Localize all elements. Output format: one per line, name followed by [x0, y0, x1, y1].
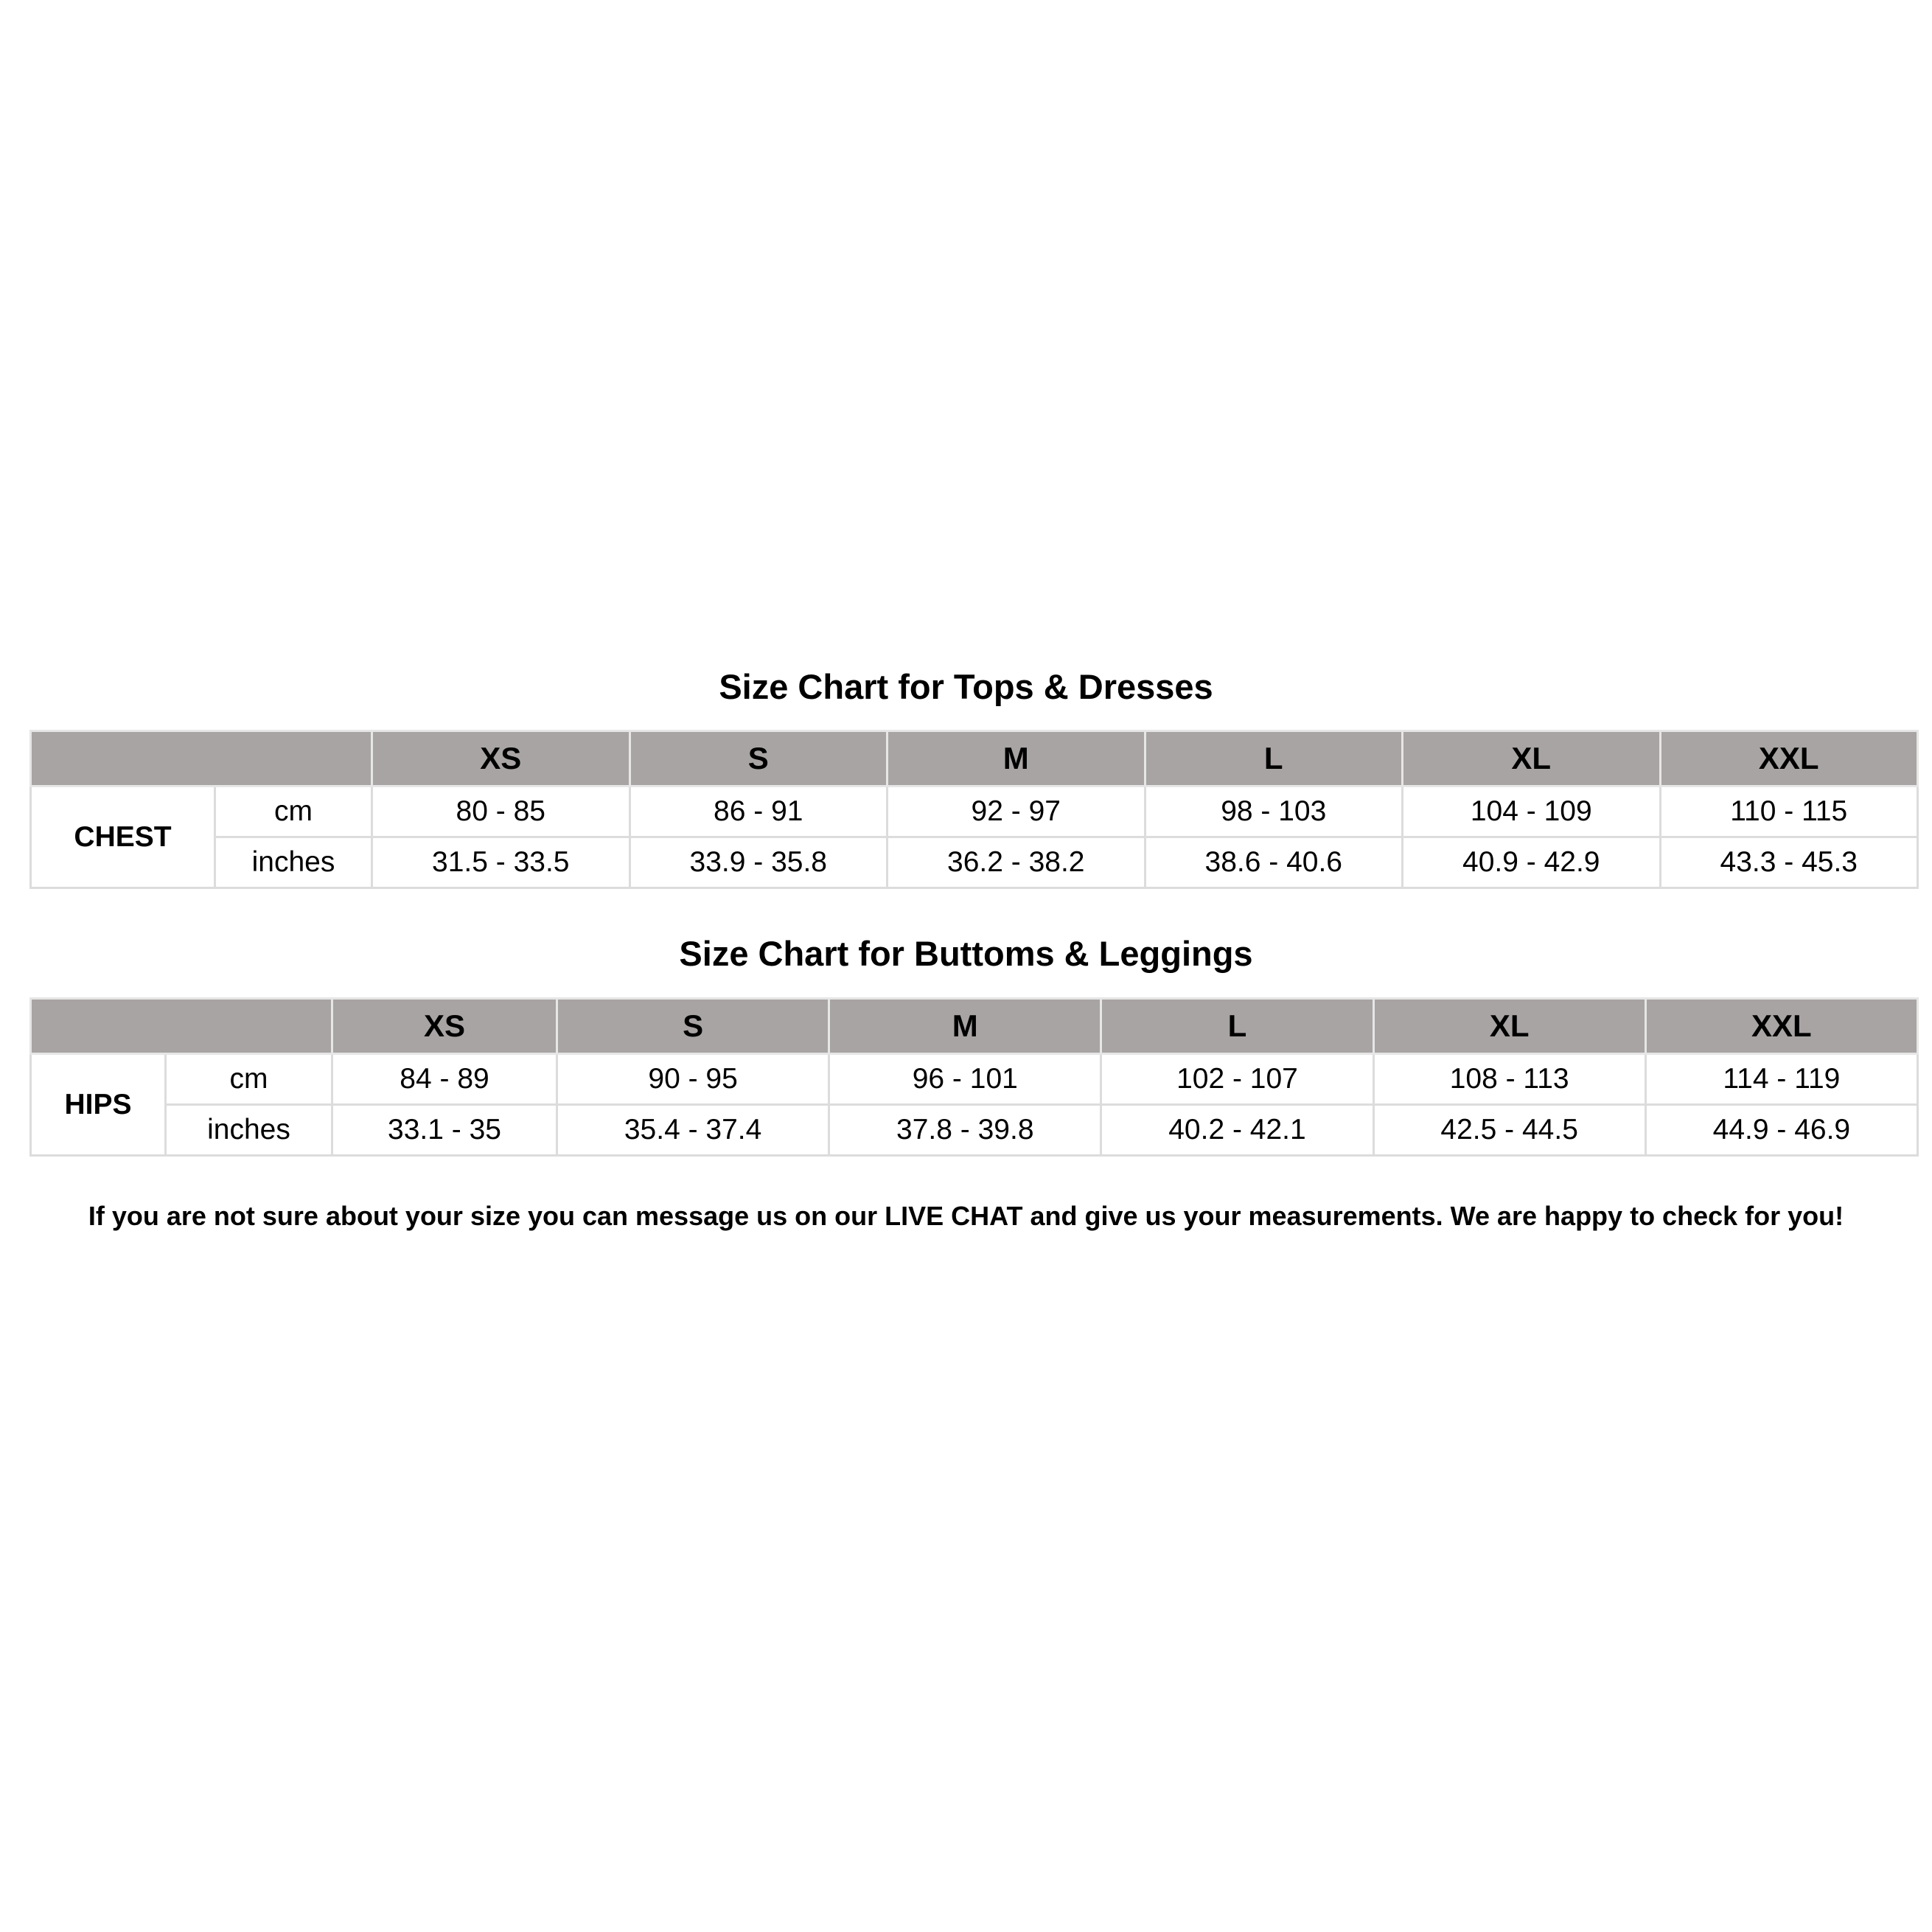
table-cell: 38.6 - 40.6 — [1145, 837, 1403, 888]
table-cell: 98 - 103 — [1145, 787, 1403, 837]
tops-header-row — [31, 731, 1918, 787]
tops-unit-cm: cm — [215, 787, 372, 837]
bottoms-unit-cm: cm — [166, 1054, 332, 1105]
table-cell: 33.1 - 35 — [332, 1105, 557, 1156]
tops-size-m: M — [887, 731, 1145, 787]
table-cell: 43.3 - 45.3 — [1660, 837, 1918, 888]
tops-size-l: L — [1145, 731, 1403, 787]
table-cell: 90 - 95 — [557, 1054, 829, 1105]
table-cell: 102 - 107 — [1101, 1054, 1373, 1105]
bottoms-size-xxl: XXL — [1645, 999, 1917, 1054]
tops-measure-label: CHEST — [31, 787, 215, 888]
tops-unit-inches: inches — [215, 837, 372, 888]
table-cell: 86 - 91 — [630, 787, 887, 837]
bottoms-size-s: S — [557, 999, 829, 1054]
table-cell: 37.8 - 39.8 — [829, 1105, 1101, 1156]
table-cell: 33.9 - 35.8 — [630, 837, 887, 888]
tops-size-table — [29, 730, 1919, 889]
table-cell: 40.9 - 42.9 — [1403, 837, 1661, 888]
tops-size-xxl: XXL — [1660, 731, 1918, 787]
tops-size-s: S — [630, 731, 887, 787]
table-cell: 110 - 115 — [1660, 787, 1918, 837]
table-cell: 36.2 - 38.2 — [887, 837, 1145, 888]
bottoms-measure-label: HIPS — [31, 1054, 166, 1156]
tops-size-xs: XS — [372, 731, 630, 787]
table-cell: 40.2 - 42.1 — [1101, 1105, 1373, 1156]
bottoms-header-blank — [31, 999, 332, 1054]
tops-chart-title: Size Chart for Tops & Dresses — [719, 667, 1213, 706]
bottoms-size-m: M — [829, 999, 1101, 1054]
tops-size-xl: XL — [1403, 731, 1661, 787]
bottoms-size-table — [29, 997, 1919, 1157]
tops-header-blank — [31, 731, 372, 787]
tops-row-inches — [31, 837, 1918, 888]
bottoms-row-inches — [31, 1105, 1918, 1156]
bottoms-size-xl: XL — [1373, 999, 1645, 1054]
table-cell: 44.9 - 46.9 — [1645, 1105, 1917, 1156]
table-cell: 108 - 113 — [1373, 1054, 1645, 1105]
bottoms-chart-title: Size Chart for Buttoms & Leggings — [679, 934, 1253, 973]
table-cell: 35.4 - 37.4 — [557, 1105, 829, 1156]
table-cell: 84 - 89 — [332, 1054, 557, 1105]
bottoms-size-xs: XS — [332, 999, 557, 1054]
bottoms-row-cm — [31, 1054, 1918, 1105]
bottoms-header-row — [31, 999, 1918, 1054]
table-cell: 80 - 85 — [372, 787, 630, 837]
table-cell: 31.5 - 33.5 — [372, 837, 630, 888]
table-cell: 104 - 109 — [1403, 787, 1661, 837]
size-help-note: If you are not sure about your size you can message us on our LIVE CHAT and give us your measurements. We are happy to check for you! — [88, 1201, 1844, 1231]
table-cell: 92 - 97 — [887, 787, 1145, 837]
bottoms-unit-inches: inches — [166, 1105, 332, 1156]
bottoms-size-l: L — [1101, 999, 1373, 1054]
tops-row-cm — [31, 787, 1918, 837]
table-cell: 96 - 101 — [829, 1054, 1101, 1105]
table-cell: 42.5 - 44.5 — [1373, 1105, 1645, 1156]
table-cell: 114 - 119 — [1645, 1054, 1917, 1105]
